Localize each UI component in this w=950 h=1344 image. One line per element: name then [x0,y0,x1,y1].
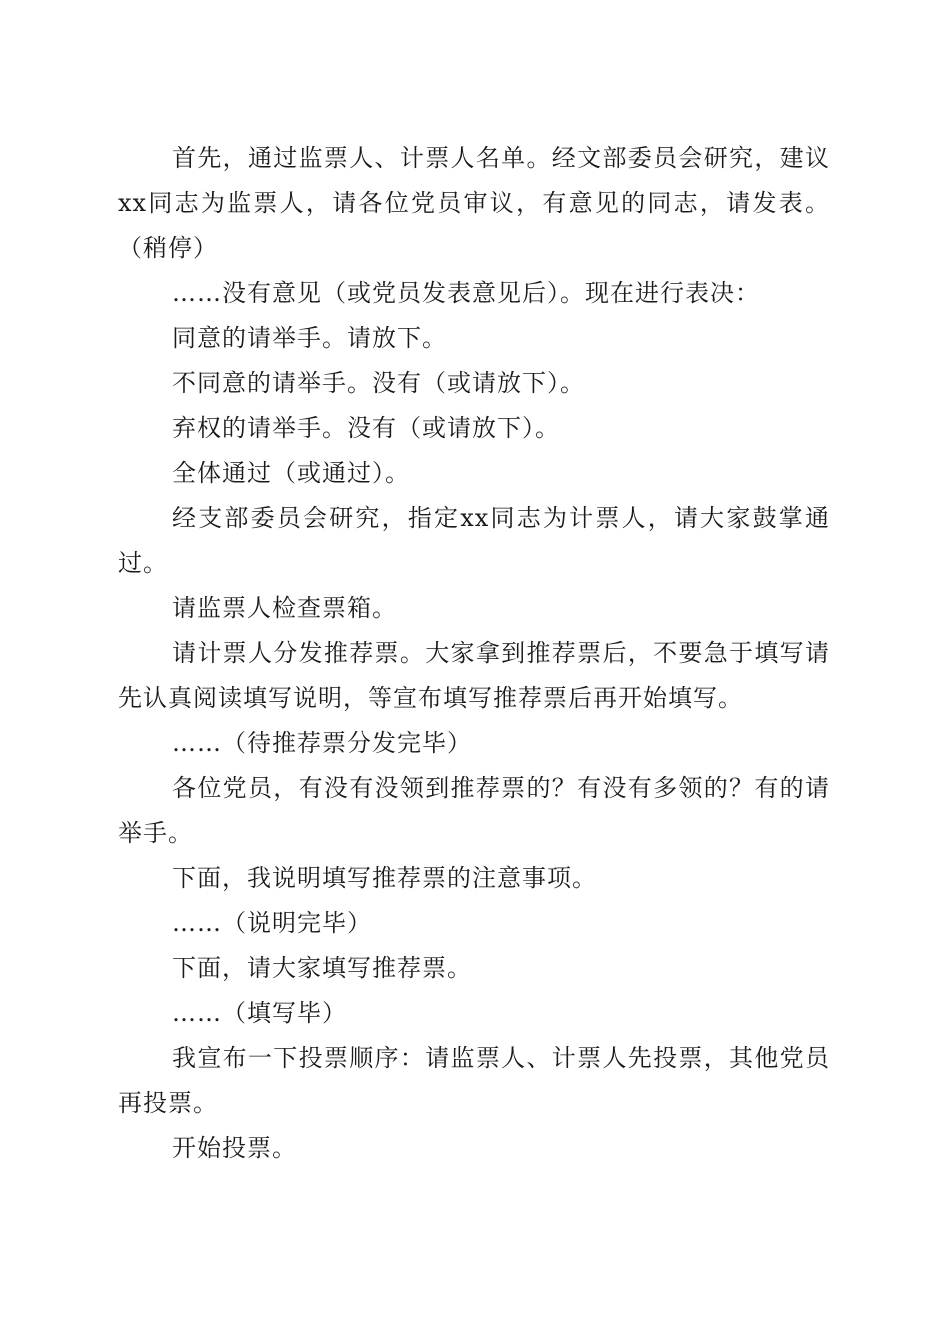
document-body [118,136,830,1171]
paragraph: 各位党员，有没有没领到推荐票的？有没有多领的？有的请举手。 [118,774,830,847]
paragraph: 下面，请大家填写推荐票。 [172,954,472,982]
paragraph: ……（待推荐票分发完毕） [172,729,472,757]
paragraph: ……（说明完毕） [172,909,372,937]
paragraph: 全体通过（或通过）。 [172,459,410,487]
paragraph: 开始投票。 [172,1134,297,1162]
paragraph: 请监票人检查票箱。 [172,594,397,622]
paragraph: 弃权的请举手。没有（或请放下）。 [172,414,560,442]
paragraph: ……（填写毕） [172,999,347,1027]
paragraph: 经支部委员会研究，指定xx同志为计票人，请大家鼓掌通过。 [118,504,830,577]
paragraph: 同意的请举手。请放下。 [172,324,447,352]
paragraph: ……没有意见（或党员发表意见后）。现在进行表决： [172,279,760,307]
paragraph: 不同意的请举手。没有（或请放下）。 [172,369,585,397]
paragraph: 下面，我说明填写推荐票的注意事项。 [172,864,597,892]
paragraph: 请计票人分发推荐票。大家拿到推荐票后，不要急于填写请先认真阅读填写说明，等宣布填写推荐票后再开始填写。 [118,639,830,712]
paragraph: 首先，通过监票人、计票人名单。经文部委员会研究，建议xx同志为监票人，请各位党员审议，有意见的同志，请发表。（稍停） [118,144,830,262]
paragraph: 我宣布一下投票顺序：请监票人、计票人先投票，其他党员再投票。 [118,1044,830,1117]
